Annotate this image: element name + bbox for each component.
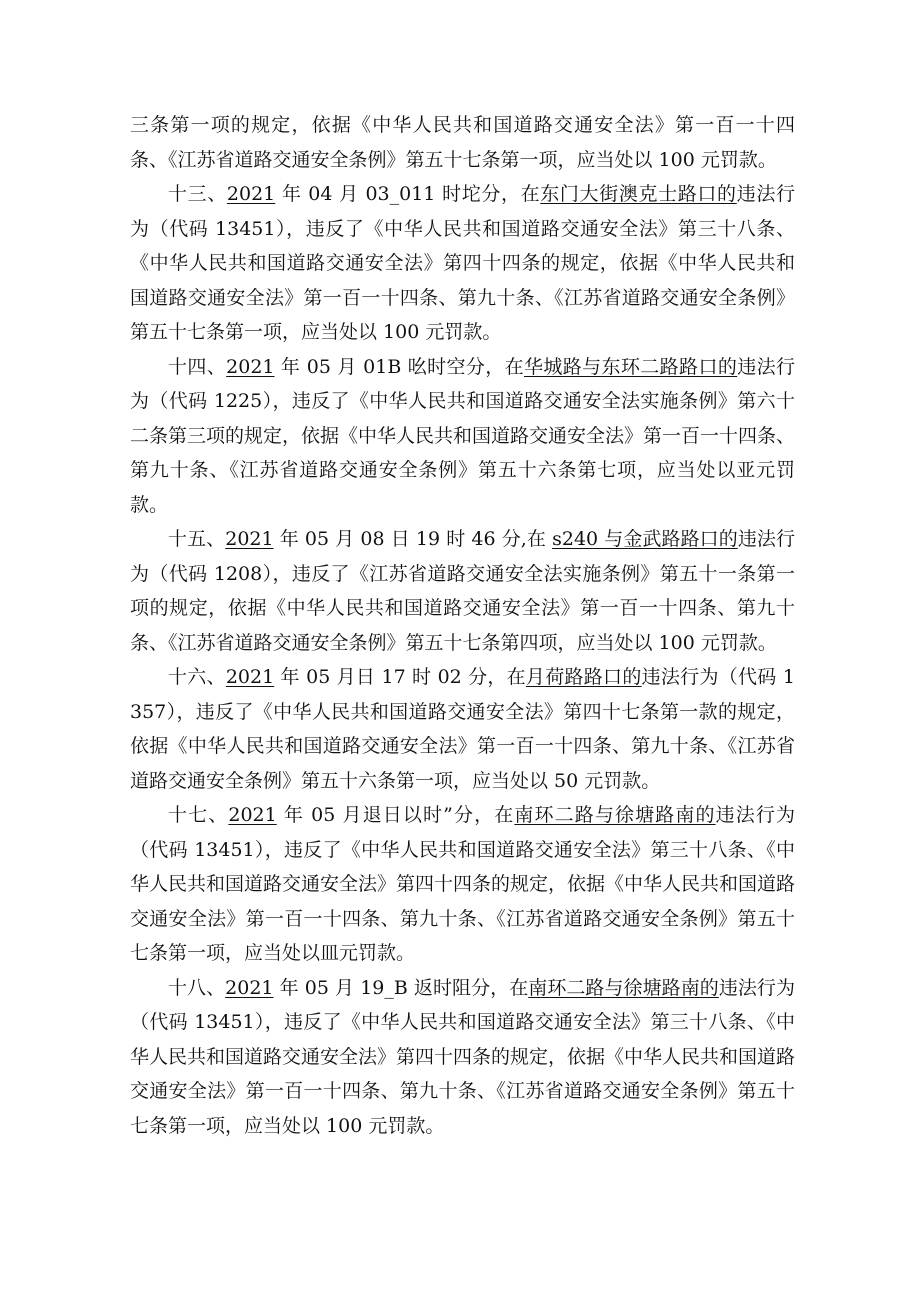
underlined-text: 南环二路与徐塘路南的 [514,804,716,826]
violation-paragraph [130,177,795,350]
paragraph-text: 十七、 [168,804,229,826]
paragraph-text: 违法行为（代码 1225），违反了《中华人民共和国道路交通安全法实施条例》第六十二条第三项的规定，依据《中华人民共和国道路交通安全法》第一百一十四条、第九十条、《江苏省道路交通安全条例》第五十六条第七项，应当处以亚元罚款。 [130,355,796,516]
underlined-text: 东门大街澳克士路口的 [540,183,737,205]
underlined-text: 华城路与东环二路路口的 [524,355,738,378]
violation-paragraph [130,108,795,177]
violation-paragraph [130,350,795,523]
underlined-text: 南环二路与徐塘路南的 [528,976,719,999]
underlined-text: 月荷路路口的 [525,666,642,688]
paragraph-text: 十八、 [168,976,226,999]
paragraph-text: 年 04 月 03_011 时坨分，在 [275,183,541,205]
paragraph-text: 十五、 [168,528,226,550]
paragraph-text: 年 05 月日 17 时 02 分，在 [274,666,526,688]
underlined-text: 2021 [225,528,274,550]
paragraph-text: 年 05 月 08 日 19 时 46 分,在 [273,528,553,550]
underlined-text: s240 与金武路路口的 [552,528,738,550]
underlined-text: 2021 [228,804,277,826]
underlined-text: 2021 [226,183,276,205]
paragraph-text: 十四、 [168,355,227,378]
paragraph-text: 十六、 [168,666,226,688]
paragraph-text: 违法行为（代码 1357），违反了《中华人民共和国道路交通安全法》第四十七条第一款的规定，依据《中华人民共和国道路交通安全法》第一百一十四条、第九十条、《江苏省道路交通安全条例》第五十六条第一项，应当处以 50 元罚款。 [130,666,795,792]
violation-paragraph [130,798,795,971]
violation-paragraph [130,971,795,1144]
violation-paragraph [130,522,795,660]
paragraph-text: 十三、 [168,183,227,205]
underlined-text: 2021 [226,355,275,378]
paragraph-text: 三条第一项的规定，依据《中华人民共和国道路交通安全法》第一百一十四条、《江苏省道路交通安全条例》第五十七条第一项，应当处以 100 元罚款。 [130,114,795,171]
paragraph-text: 违法行为（代码 13451），违反了《中华人民共和国道路交通安全法》第三十八条、《中华人民共和国道路交通安全法》第四十四条的规定，依据《中华人民共和国道路交通安全法》第一百一十四条、第九十条、《江苏省道路交通安全条例》第五十七条第一项，应当处以 100 元罚款。 [130,976,796,1137]
paragraph-text: 违法行为（代码 13451），违反了《中华人民共和国道路交通安全法》第三十八条、《中华人民共和国道路交通安全法》第四十四条的规定，依据《中华人民共和国道路交通安全法》第一百一十四条、第九十条、《江苏省道路交通安全条例》第五十七条第一项，应当处以皿元罚款。 [130,804,796,964]
document-body [130,108,795,1143]
underlined-text: 2021 [225,666,275,688]
paragraph-text: 年 05 月退日以时”分，在 [276,804,515,826]
paragraph-text: 违法行为（代码 13451），违反了《中华人民共和国道路交通安全法》第三十八条、《中华人民共和国道路交通安全法》第四十四条的规定，依据《中华人民共和国道路交通安全法》第一百一十四条、第九十条、《江苏省道路交通安全条例》第五十七条第一项，应当处以 100 元罚款。 [130,183,795,343]
paragraph-text: 年 05 月 19_B 返时阻分，在 [273,976,529,999]
paragraph-text: 年 05 月 01B 吆时空分，在 [274,355,524,378]
paragraph-text: 违法行为（代码 1208），违反了《江苏省道路交通安全法实施条例》第五十一条第一项的规定，依据《中华人民共和国道路交通安全法》第一百一十四条、第九十条、《江苏省道路交通安全条例》第五十七条第四项，应当处以 100 元罚款。 [130,528,795,654]
underlined-text: 2021 [225,976,274,999]
violation-paragraph [130,660,795,798]
